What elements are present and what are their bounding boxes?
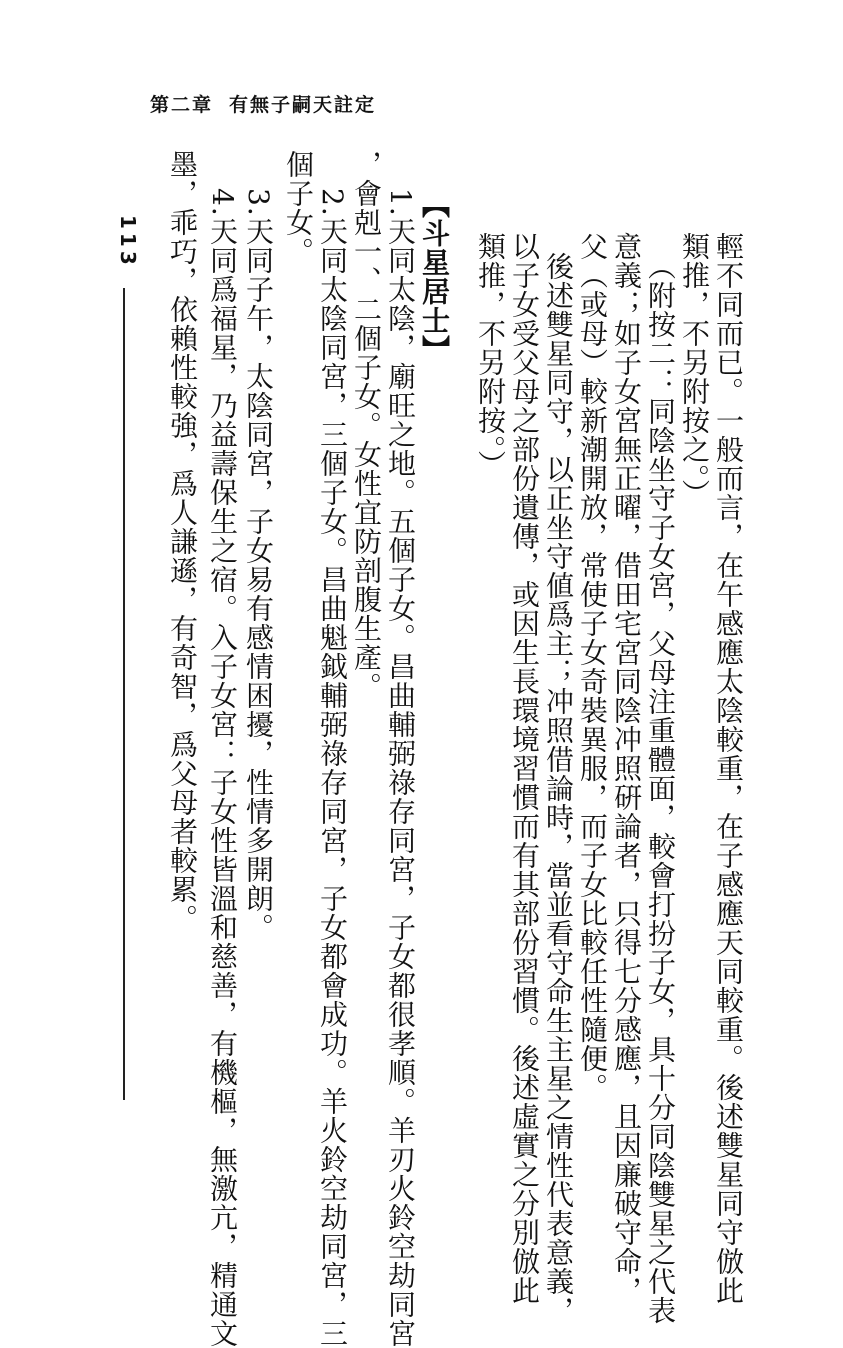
list-item: 4.天同爲福星，乃益壽保生之宿。入子女宮：子女性皆溫和慈善，有機樞，無激亢，精通文 <box>206 188 239 1348</box>
text-column: 意義；如子女宮無正曜，借田宅宮同陰冲照硏論者，只得七分感應，且因廉破守命， <box>610 232 643 1305</box>
text-column: 父（或母）較新潮開放，常使子女奇裝異服，而子女比較任性隨便。 <box>576 232 609 1102</box>
list-item-continued: ，會剋一、二個子女。女性宜防剖腹生產。 <box>350 150 383 701</box>
list-item-continued: 個子女。 <box>282 150 315 266</box>
chapter-title: 有無子嗣天註定 <box>229 94 377 116</box>
list-item: 2.天同太陰同宮，三個子女。昌曲魁鉞輔弼祿存同宮，子女都會成功。羊火鈴空劫同宮，三 <box>316 188 349 1348</box>
list-item: 3.天同子午，太陰同宮，子女易有感情困擾，性情多開朗。 <box>242 188 275 942</box>
text-column: 以子女受父母之部份遺傳，或因生長環境習慣而有其部份習慣。後述虛實之分別倣此 <box>508 232 541 1305</box>
list-item: 1.天同太陰，廟旺之地。五個子女。昌曲輔弼祿存同宮，子女都很孝順。羊刃火鈴空劫同宮 <box>384 188 417 1348</box>
text-column: （附按二：同陰坐守子女宮，父母注重體面，較會打扮子女，具十分同陰雙星之代表 <box>644 252 677 1325</box>
list-item-continued: 墨，乖巧，依賴性較強，爲人謙遜，有奇智，爲父母者較累。 <box>166 150 199 933</box>
margin-rule <box>123 288 125 1100</box>
chapter-header <box>150 90 376 117</box>
text-column: 類推，不另附按之。） <box>678 232 711 508</box>
text-column: 後述雙星同守，以正坐守値爲主；冲照借論時，當並看守命生主星之情性代表意義， <box>542 252 575 1325</box>
page-number: 113 <box>116 215 140 269</box>
section-heading: 【斗星居士】 <box>418 190 451 364</box>
chapter-label: 第二章 <box>150 94 214 116</box>
text-column: 輕不同而已。一般而言，在午感應太陰較重，在子感應天同較重。後述雙星同守倣此 <box>712 232 745 1305</box>
text-column: 類推，不另附按。） <box>474 232 507 479</box>
